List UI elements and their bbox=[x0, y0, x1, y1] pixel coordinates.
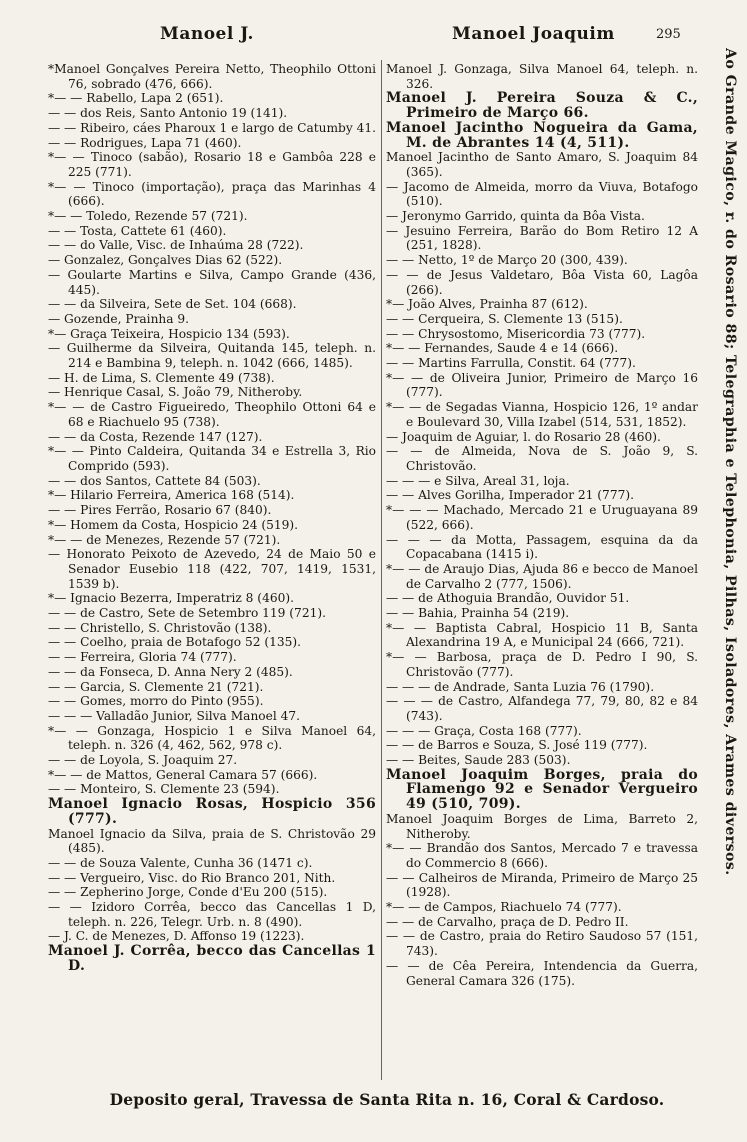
directory-entry: Manoel J. Gonzaga, Silva Manoel 64, teleph. n. 326. bbox=[386, 62, 698, 91]
directory-entry: — — Chrysostomo, Misericordia 73 (777). bbox=[386, 326, 646, 341]
directory-entry: — — — de Andrade, Santa Luzia 76 (1790). bbox=[386, 679, 655, 694]
directory-entry: *— — Tinoco (importação), praça das Marinhas 4 (666). bbox=[48, 179, 376, 209]
directory-entry: — — de Almeida, Nova de S. João 9, S. Christovão. bbox=[386, 444, 698, 473]
directory-entry: — — Bahia, Prainha 54 (219). bbox=[386, 606, 570, 621]
directory-entry: — Jeronymo Garrido, quinta da Bôa Vista. bbox=[386, 209, 645, 224]
directory-entry: — — Garcia, S. Clemente 21 (721). bbox=[48, 679, 264, 694]
directory-entry: — Honorato Peixoto de Azevedo, 24 de Maio 50 e Senador Eusebio 118 (422, 707, 1419, 1531, 1539 b). bbox=[48, 547, 376, 591]
directory-entry: *— — Brandão dos Santos, Mercado 7 e travessa do Commercio 8 (666). bbox=[386, 841, 698, 870]
directory-entry: — — Netto, 1º de Março 20 (300, 439). bbox=[386, 253, 628, 268]
directory-entry: — — do Valle, Visc. de Inhaúma 28 (722). bbox=[48, 238, 304, 253]
page-number: 295 bbox=[656, 27, 681, 42]
directory-entry: *— — Tinoco (sabão), Rosario 18 e Gambôa 228 e 225 (771). bbox=[48, 150, 376, 179]
directory-entry: — — — da Motta, Passagem, esquina da da Copacabana (1415 i). bbox=[386, 532, 698, 562]
directory-entry: — — Martins Farrulla, Constit. 64 (777). bbox=[386, 356, 636, 371]
directory-entry: — — Tosta, Cattete 61 (460). bbox=[48, 223, 227, 238]
directory-entry: — — da Silveira, Sete de Set. 104 (668). bbox=[48, 297, 297, 312]
directory-entry: — — de Castro, praia do Retiro Saudoso 57 (151, 743). bbox=[386, 929, 698, 959]
directory-entry: — — Vergueiro, Visc. do Rio Branco 201, Nith. bbox=[48, 870, 336, 885]
directory-entry: — Henrique Casal, S. João 79, Nitheroby. bbox=[48, 385, 303, 400]
directory-entry: — — Alves Gorilha, Imperador 21 (777). bbox=[386, 488, 634, 503]
directory-entry: — — Izidoro Corrêa, becco das Cancellas 1 D, teleph. n. 226, Telegr. Urb. n. 8 (490). bbox=[48, 900, 376, 929]
directory-entry: *— Ignacio Bezerra, Imperatriz 8 (460). bbox=[48, 591, 294, 606]
directory-entry: Manoel Jacintho de Santo Amaro, S. Joaquim 84 (365). bbox=[386, 150, 698, 179]
directory-entry: *— Hilario Ferreira, America 168 (514). bbox=[48, 488, 295, 503]
directory-entry: — Gozende, Prainha 9. bbox=[48, 311, 190, 326]
directory-entry: *— — de Araujo Dias, Ajuda 86 e becco de Manoel de Carvalho 2 (777, 1506). bbox=[386, 561, 698, 591]
left-running-head: Manoel J. bbox=[160, 24, 254, 44]
directory-entry: — Gonzalez, Gonçalves Dias 62 (522). bbox=[48, 253, 283, 268]
directory-entry: — — da Costa, Rezende 147 (127). bbox=[48, 429, 263, 444]
directory-entry: Manoel J. Corrêa, becco das Cancellas 1 D. bbox=[48, 943, 376, 974]
directory-entry: — — — e Silva, Areal 31, loja. bbox=[386, 473, 570, 488]
directory-entry: *— — de Castro Figueiredo, Theophilo Ottoni 64 e 68 e Riachuelo 95 (738). bbox=[48, 400, 376, 429]
right-running-head: Manoel Joaquim bbox=[452, 24, 615, 44]
directory-entry: *— — Gonzaga, Hospicio 1 e Silva Manoel 64, teleph. n. 326 (4, 462, 562, 978 c). bbox=[48, 723, 376, 753]
directory-entry: *— — Baptista Cabral, Hospicio 11 B, Santa Alexandrina 19 A, e Municipal 24 (666, 721). bbox=[386, 620, 698, 650]
directory-entry: — — Cerqueira, S. Clemente 13 (515). bbox=[386, 311, 623, 326]
directory-entry: — — da Fonseca, D. Anna Nery 2 (485). bbox=[48, 664, 293, 679]
directory-entry: — — Ribeiro, cáes Pharoux 1 e largo de Catumby 41. bbox=[48, 120, 376, 135]
directory-entry: *— João Alves, Prainha 87 (612). bbox=[386, 297, 588, 312]
left-column bbox=[48, 62, 376, 974]
directory-entry: — Jesuino Ferreira, Barão do Bom Retiro 12 A (251, 1828). bbox=[386, 223, 698, 253]
directory-entry: Manoel Joaquim Borges de Lima, Barreto 2, Nitheroby. bbox=[386, 811, 698, 841]
directory-entry: Manoel Joaquim Borges, praia do Flamengo 92 e Senador Vergueiro 49 (510, 709). bbox=[386, 766, 698, 813]
directory-entry: — — — de Castro, Alfandega 77, 79, 80, 82 e 84 (743). bbox=[386, 694, 698, 723]
directory-entry: *— — de Segadas Vianna, Hospicio 126, 1º andar e Boulevard 30, Villa Izabel (514, 531, 1852). bbox=[386, 400, 698, 429]
directory-entry: — — de Loyola, S. Joaquim 27. bbox=[48, 753, 238, 768]
directory-entry: — — de Carvalho, praça de D. Pedro II. bbox=[386, 914, 629, 929]
directory-entry: — — de Cêa Pereira, Intendencia da Guerra, General Camara 326 (175). bbox=[386, 958, 698, 988]
directory-entry: — — Gomes, morro do Pinto (955). bbox=[48, 694, 264, 709]
directory-entry: Manoel Ignacio da Silva, praia de S. Christovão 29 (485). bbox=[48, 826, 376, 856]
directory-entry: Manoel Ignacio Rosas, Hospicio 356 (777). bbox=[48, 796, 376, 827]
directory-entry: *— — Pinto Caldeira, Quitanda 34 e Estrella 3, Rio Comprido (593). bbox=[48, 444, 376, 473]
directory-entry: — — Ferreira, Gloria 74 (777). bbox=[48, 650, 237, 665]
directory-entry: — Joaquim de Aguiar, l. do Rosario 28 (460). bbox=[386, 429, 661, 444]
directory-entry: *Manoel Gonçalves Pereira Netto, Theophilo Ottoni 76, sobrado (476, 666). bbox=[48, 62, 376, 91]
directory-entry: — — dos Reis, Santo Antonio 19 (141). bbox=[48, 106, 288, 121]
right-column bbox=[386, 62, 698, 988]
directory-entry: — — Monteiro, S. Clemente 23 (594). bbox=[48, 782, 280, 797]
directory-entry: *— — Barbosa, praça de D. Pedro I 90, S. Christovão (777). bbox=[386, 650, 698, 679]
page-header bbox=[0, 14, 720, 54]
directory-entry: — — de Souza Valente, Cunha 36 (1471 c). bbox=[48, 855, 313, 870]
directory-entry: — — Christello, S. Christovão (138). bbox=[48, 620, 272, 635]
directory-entry: Manoel Jacintho Nogueira da Gama, M. de Abrantes 14 (4, 511). bbox=[386, 119, 698, 151]
directory-entry: — — Beites, Saude 283 (503). bbox=[386, 753, 571, 768]
directory-entry: *— — de Oliveira Junior, Primeiro de Março 16 (777). bbox=[386, 370, 698, 400]
directory-entry: — Guilherme da Silveira, Quitanda 145, teleph. n. 214 e Bambina 9, teleph. n. 1042 (666, 1485). bbox=[48, 341, 376, 371]
directory-entry: — — Coelho, praia de Botafogo 52 (135). bbox=[48, 635, 301, 650]
directory-entry: *— Homem da Costa, Hospicio 24 (519). bbox=[48, 517, 298, 532]
directory-entry: — — dos Santos, Cattete 84 (503). bbox=[48, 473, 261, 488]
directory-entry: — Jacomo de Almeida, morro da Viuva, Botafogo (510). bbox=[386, 179, 698, 209]
side-advertisement: Ao Grande Magico, r. do Rosario 88; Telegraphia e Telephonia, Pilhas, Isoladores, Arames diversos. bbox=[722, 48, 738, 876]
directory-entry: — — Rodrigues, Lapa 71 (460). bbox=[48, 135, 242, 150]
column-divider bbox=[381, 60, 382, 1080]
directory-entry: — — de Jesus Valdetaro, Bôa Vista 60, Lagôa (266). bbox=[386, 267, 698, 297]
directory-entry: — — — Valladão Junior, Silva Manoel 47. bbox=[48, 708, 300, 723]
directory-entry: — — de Barros e Souza, S. José 119 (777). bbox=[386, 738, 648, 753]
directory-entry: Manoel J. Pereira Souza & C., Primeiro de Março 66. bbox=[386, 90, 698, 122]
directory-entry: *— — Toledo, Rezende 57 (721). bbox=[48, 209, 248, 224]
directory-entry: — — Zepherino Jorge, Conde d'Eu 200 (515). bbox=[48, 885, 328, 900]
directory-entry: *— — de Mattos, General Camara 57 (666). bbox=[48, 767, 318, 782]
directory-entry: — — — Graça, Costa 168 (777). bbox=[386, 723, 582, 738]
directory-entry: — — de Athoguia Brandão, Ouvidor 51. bbox=[386, 591, 630, 606]
directory-entry: — — Calheiros de Miranda, Primeiro de Março 25 (1928). bbox=[386, 870, 698, 900]
directory-entry: — — de Castro, Sete de Setembro 119 (721). bbox=[48, 606, 326, 621]
directory-entry: — H. de Lima, S. Clemente 49 (738). bbox=[48, 370, 275, 385]
directory-entry: *— — — Machado, Mercado 21 e Uruguayana 89 (522, 666). bbox=[386, 503, 698, 532]
footer-advertisement: Deposito geral, Travessa de Santa Rita n. 16, Coral & Cardoso. bbox=[109, 1090, 665, 1109]
directory-entry: *— — de Menezes, Rezende 57 (721). bbox=[48, 532, 281, 547]
directory-entry: *— — Rabello, Lapa 2 (651). bbox=[48, 91, 224, 106]
directory-entry: — Goularte Martins e Silva, Campo Grande (436, 445). bbox=[48, 267, 376, 297]
directory-entry: *— — Fernandes, Saude 4 e 14 (666). bbox=[386, 341, 619, 356]
directory-entry: — J. C. de Menezes, D. Affonso 19 (1223). bbox=[48, 929, 305, 944]
directory-entry: — — Pires Ferrão, Rosario 67 (840). bbox=[48, 503, 272, 518]
directory-entry: *— Graça Teixeira, Hospicio 134 (593). bbox=[48, 326, 290, 341]
directory-entry: *— — de Campos, Riachuelo 74 (777). bbox=[386, 900, 622, 915]
